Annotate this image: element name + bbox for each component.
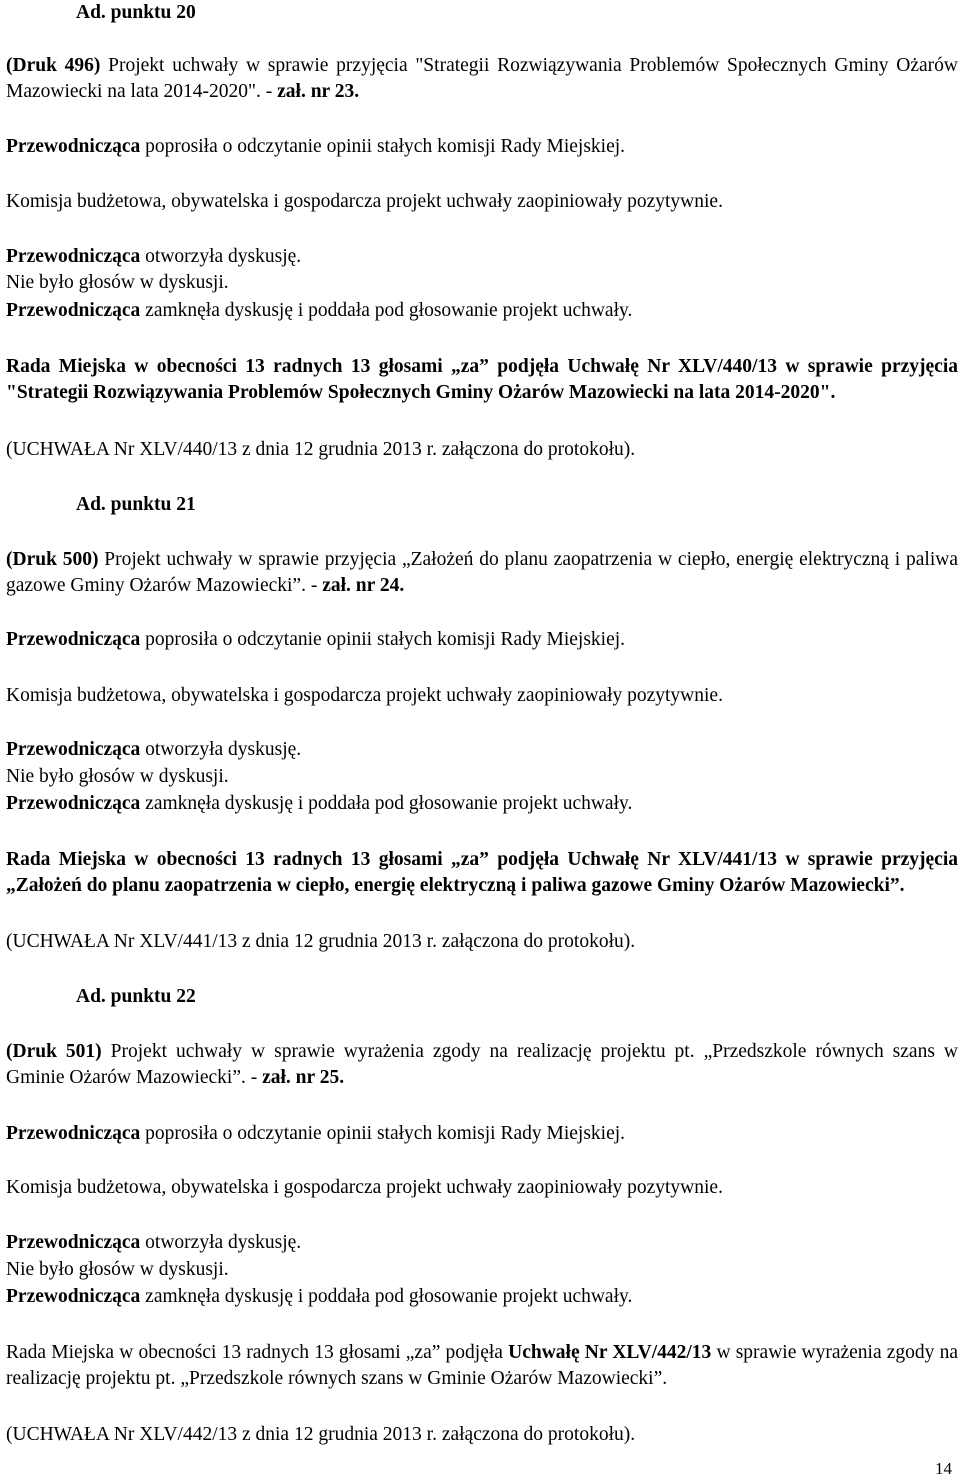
page-number: 14 — [935, 1459, 952, 1478]
close-text: zamknęła dyskusję i poddała pod głosowanie projekt uchwały. — [140, 793, 633, 814]
druk-paragraph — [6, 1039, 958, 1091]
chair-label: Przewodnicząca — [6, 793, 141, 814]
open-discussion-line — [6, 244, 958, 270]
attachment-ref: zał. nr 25. — [262, 1067, 345, 1088]
request-text: poprosiła o odczytanie opinii stałych komisji Rady Miejskiej. — [140, 629, 626, 650]
resolution-text-rest: w sprawie wyrażenia zgody na realizację projektu pt. „Przedszkole równych szans w Gminie Ożarów Mazowiecki”. — [6, 1342, 958, 1389]
no-voices-line: Nie było głosów w dyskusji. — [6, 272, 229, 293]
commission-line: Komisja budżetowa, obywatelska i gospodarcza projekt uchwały zaopiniowały pozytywnie. — [6, 191, 723, 212]
chair-label: Przewodnicząca — [6, 629, 141, 650]
resolution-attachment-line: (UCHWAŁA Nr XLV/440/13 z dnia 12 grudnia 2013 r. załączona do protokołu). — [6, 439, 636, 460]
chair-label: Przewodnicząca — [6, 1123, 141, 1144]
close-text: zamknęła dyskusję i poddała pod głosowanie projekt uchwały. — [140, 1286, 633, 1307]
chair-label: Przewodnicząca — [6, 1286, 141, 1307]
resolution-attachment-line: (UCHWAŁA Nr XLV/441/13 z dnia 12 grudnia 2013 r. załączona do protokołu). — [6, 931, 636, 952]
commission-line: Komisja budżetowa, obywatelska i gospodarcza projekt uchwały zaopiniowały pozytywnie. — [6, 685, 723, 706]
resolution-text: Rada Miejska w obecności 13 radnych 13 głosami „za” podjęła Uchwałę Nr XLV/440/13 w sprawie przyjęcia "Strategii Rozwiązywania Problemów Społecznych Gminy Ożarów Mazowiecki na lata 2014-2020". — [6, 356, 958, 403]
section-heading: Ad. punktu 20 — [76, 2, 196, 23]
druk-number: (Druk 500) — [6, 549, 99, 570]
druk-number: (Druk 496) — [6, 55, 101, 76]
resolution-text: Rada Miejska w obecności 13 radnych 13 głosami „za” podjęła — [6, 1342, 509, 1363]
close-discussion-line — [6, 298, 958, 324]
open-discussion-line — [6, 737, 958, 763]
request-line — [6, 134, 958, 160]
open-text: otworzyła dyskusję. — [140, 739, 302, 760]
resolution-paragraph — [6, 847, 958, 899]
resolution-text: Rada Miejska w obecności 13 radnych 13 głosami „za” podjęła Uchwałę Nr XLV/441/13 w sprawie przyjęcia „Założeń do planu zaopatrzenia w ciepło, energię elektryczną i paliwa gazowe Gminy Ożarów Mazowiecki”. — [6, 849, 958, 896]
close-discussion-line — [6, 1284, 958, 1310]
druk-text: Projekt uchwały w sprawie przyjęcia "Strategii Rozwiązywania Problemów Społecznych Gminy Ożarów Mazowiecki na lata 2014-2020". - — [6, 55, 958, 102]
request-text: poprosiła o odczytanie opinii stałych komisji Rady Miejskiej. — [140, 1123, 626, 1144]
close-discussion-line — [6, 791, 958, 817]
chair-label: Przewodnicząca — [6, 300, 141, 321]
open-discussion-line — [6, 1230, 958, 1256]
no-voices-line: Nie było głosów w dyskusji. — [6, 766, 229, 787]
open-text: otworzyła dyskusję. — [140, 1232, 302, 1253]
chair-label: Przewodnicząca — [6, 136, 141, 157]
attachment-ref: zał. nr 24. — [322, 575, 405, 596]
close-text: zamknęła dyskusję i poddała pod głosowanie projekt uchwały. — [140, 300, 633, 321]
druk-text: Projekt uchwały w sprawie wyrażenia zgody na realizację projektu pt. „Przedszkole równych szans w Gminie Ożarów Mazowiecki”. - — [6, 1041, 958, 1088]
section-heading: Ad. punktu 21 — [76, 494, 196, 515]
druk-paragraph — [6, 53, 958, 105]
attachment-ref: zał. nr 23. — [277, 81, 360, 102]
commission-line: Komisja budżetowa, obywatelska i gospodarcza projekt uchwały zaopiniowały pozytywnie. — [6, 1177, 723, 1198]
druk-number: (Druk 501) — [6, 1041, 102, 1062]
chair-label: Przewodnicząca — [6, 739, 141, 760]
druk-text: Projekt uchwały w sprawie przyjęcia „Założeń do planu zaopatrzenia w ciepło, energię elektryczną i paliwa gazowe Gminy Ożarów Mazowiecki”. - — [6, 549, 958, 596]
request-line — [6, 627, 958, 653]
open-text: otworzyła dyskusję. — [140, 246, 302, 267]
resolution-number: Uchwałę Nr XLV/442/13 — [508, 1342, 712, 1363]
resolution-paragraph — [6, 1340, 958, 1392]
resolution-attachment-line: (UCHWAŁA Nr XLV/442/13 z dnia 12 grudnia 2013 r. załączona do protokołu). — [6, 1424, 636, 1445]
no-voices-line: Nie było głosów w dyskusji. — [6, 1259, 229, 1280]
request-line — [6, 1121, 958, 1147]
chair-label: Przewodnicząca — [6, 1232, 141, 1253]
section-heading: Ad. punktu 22 — [76, 986, 196, 1007]
request-text: poprosiła o odczytanie opinii stałych komisji Rady Miejskiej. — [140, 136, 626, 157]
resolution-paragraph — [6, 354, 958, 406]
chair-label: Przewodnicząca — [6, 246, 141, 267]
druk-paragraph — [6, 547, 958, 599]
